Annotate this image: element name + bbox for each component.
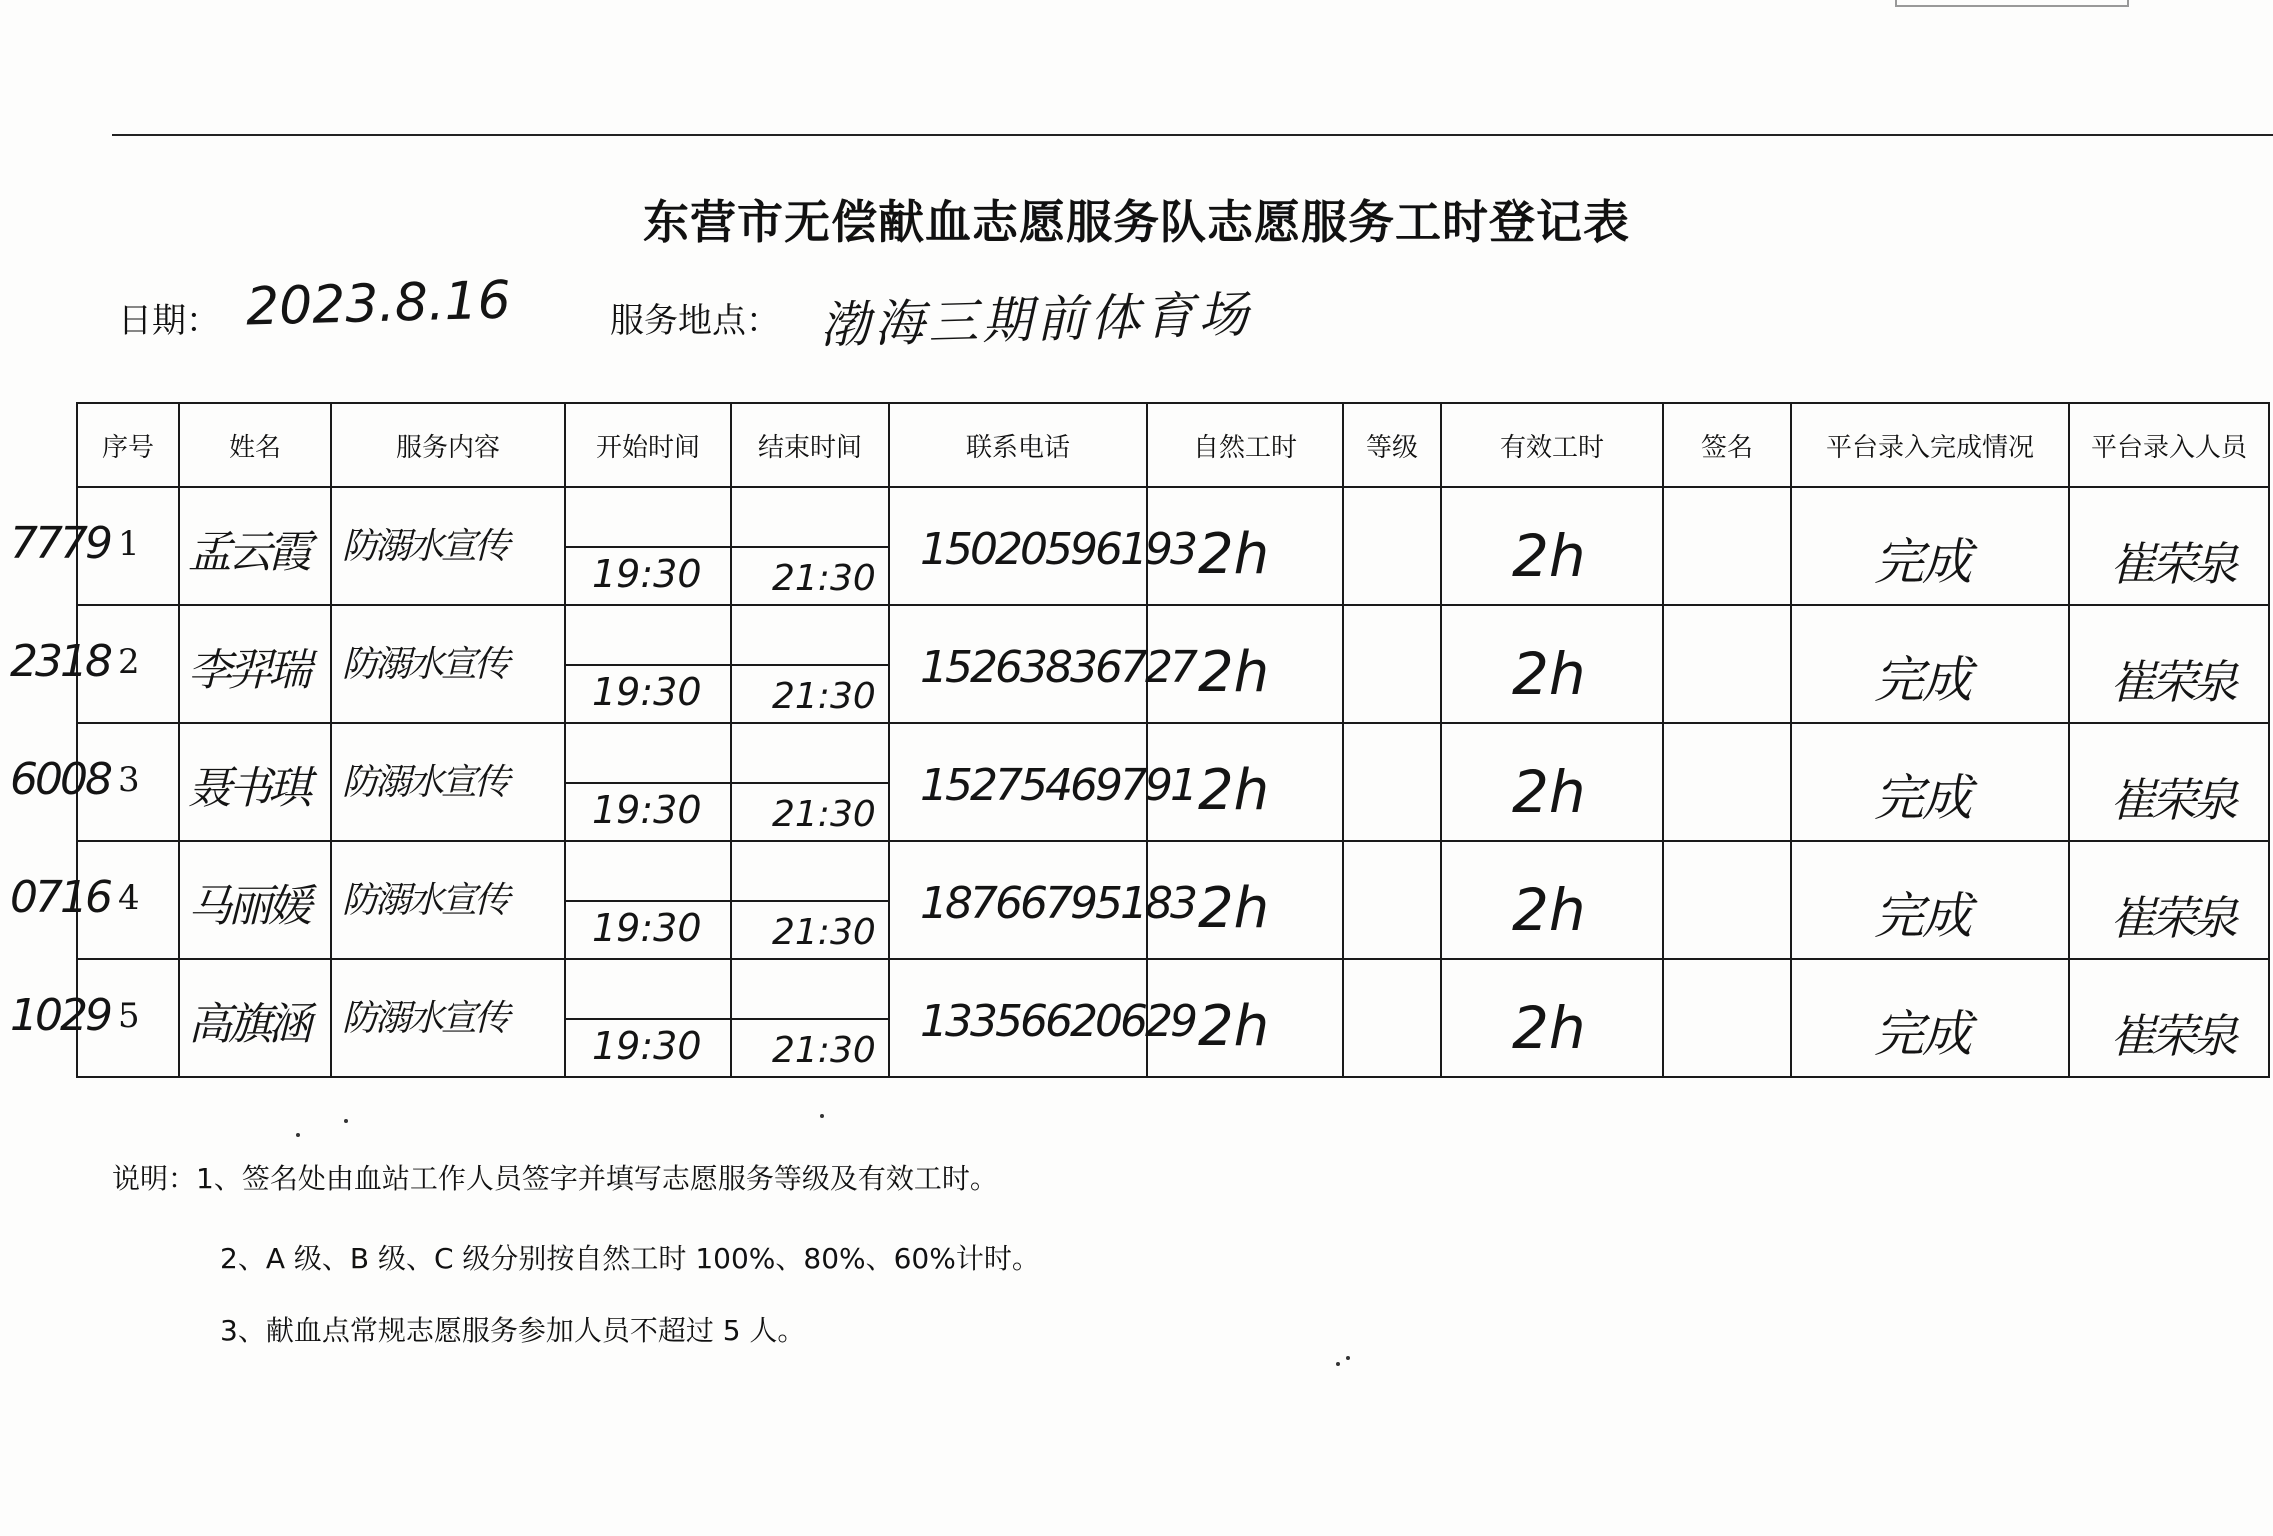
entry-staff-cell bbox=[2069, 605, 2269, 723]
end-value: 21:30 bbox=[772, 912, 876, 953]
content-cell bbox=[331, 841, 565, 959]
end-cell bbox=[731, 605, 889, 723]
name-value: 李羿瑞 bbox=[188, 645, 308, 696]
seq-value: 4 bbox=[118, 878, 140, 918]
location-value: 渤海三期前体育场 bbox=[819, 285, 1253, 355]
start-cell bbox=[565, 487, 731, 605]
side-note: 6008 bbox=[10, 754, 110, 805]
level-cell bbox=[1343, 487, 1441, 605]
effective-hours-value: 2h bbox=[1512, 522, 1586, 590]
seq-cell bbox=[10, 605, 179, 723]
entry-staff-cell bbox=[2069, 959, 2269, 1077]
table-row bbox=[77, 487, 2269, 605]
signature-cell bbox=[1663, 605, 1791, 723]
seq-value: 1 bbox=[118, 524, 140, 564]
start-value: 19:30 bbox=[592, 670, 702, 714]
content-cell bbox=[331, 723, 565, 841]
effective-hours-cell bbox=[1441, 605, 1663, 723]
signature-cell bbox=[1663, 723, 1791, 841]
entry-status-cell bbox=[1791, 487, 2069, 605]
content-cell bbox=[331, 487, 565, 605]
table-header-row bbox=[77, 403, 2269, 487]
effective-hours-cell bbox=[1441, 959, 1663, 1077]
end-value: 21:30 bbox=[772, 1030, 876, 1071]
header-entry-staff: 平台录入人员 bbox=[2069, 403, 2269, 487]
entry-status-value: 完成 bbox=[1874, 769, 1970, 827]
phone-value: 13356620629 bbox=[920, 996, 1195, 1047]
date-label: 日期： bbox=[118, 301, 220, 341]
signature-cell bbox=[1663, 841, 1791, 959]
natural-hours-cell bbox=[1147, 487, 1343, 605]
end-value: 21:30 bbox=[772, 794, 876, 835]
phone-value: 15263836727 bbox=[920, 642, 1195, 693]
seq-cell bbox=[10, 723, 179, 841]
phone-cell bbox=[889, 487, 1195, 605]
name-value: 高旗涵 bbox=[188, 999, 308, 1050]
name-value: 孟云霞 bbox=[188, 527, 308, 578]
paper-speck bbox=[296, 1133, 300, 1137]
natural-hours-cell bbox=[1147, 605, 1343, 723]
signature-cell bbox=[1663, 959, 1791, 1077]
header-end: 结束时间 bbox=[731, 403, 889, 487]
natural-hours-value: 2h bbox=[1198, 522, 1270, 587]
seq-value: 5 bbox=[118, 996, 140, 1036]
effective-hours-value: 2h bbox=[1512, 876, 1586, 944]
start-value: 19:30 bbox=[592, 788, 702, 832]
corner-mark bbox=[1895, 0, 2129, 7]
start-cell bbox=[565, 959, 731, 1077]
entry-staff-cell bbox=[2069, 487, 2269, 605]
name-cell bbox=[179, 487, 331, 605]
header-entry-status: 平台录入完成情况 bbox=[1791, 403, 2069, 487]
table-row bbox=[77, 841, 2269, 959]
paper-speck bbox=[820, 1114, 824, 1118]
phone-value: 15020596193 bbox=[920, 524, 1195, 575]
name-value: 聂书琪 bbox=[188, 763, 308, 814]
header-name: 姓名 bbox=[179, 403, 331, 487]
header-phone: 联系电话 bbox=[889, 403, 1147, 487]
end-cell bbox=[731, 723, 889, 841]
table-row bbox=[77, 605, 2269, 723]
hours-table bbox=[10, 402, 2270, 1078]
table-row bbox=[77, 959, 2269, 1077]
name-cell bbox=[179, 605, 331, 723]
phone-cell bbox=[889, 723, 1195, 841]
natural-hours-cell bbox=[1147, 841, 1343, 959]
content-value: 防溺水宣传 bbox=[342, 644, 508, 685]
date-value: 2023.8.16 bbox=[245, 270, 512, 338]
side-note: 2318 bbox=[10, 636, 110, 687]
header-content: 服务内容 bbox=[331, 403, 565, 487]
start-cell bbox=[565, 841, 731, 959]
side-note: 0716 bbox=[10, 872, 110, 923]
phone-cell bbox=[889, 841, 1195, 959]
side-note: 7779 bbox=[10, 518, 110, 569]
natural-hours-cell bbox=[1147, 723, 1343, 841]
phone-cell bbox=[889, 605, 1195, 723]
location-label: 服务地点： bbox=[610, 301, 780, 341]
content-cell bbox=[331, 605, 565, 723]
effective-hours-cell bbox=[1441, 841, 1663, 959]
name-value: 马丽媛 bbox=[188, 881, 308, 932]
effective-hours-value: 2h bbox=[1512, 994, 1586, 1062]
form-title: 东营市无偿献血志愿服务队志愿服务工时登记表 bbox=[643, 195, 1630, 249]
seq-cell bbox=[10, 487, 179, 605]
entry-status-cell bbox=[1791, 841, 2069, 959]
table-row bbox=[77, 723, 2269, 841]
entry-status-value: 完成 bbox=[1874, 651, 1970, 709]
entry-status-cell bbox=[1791, 723, 2069, 841]
phone-value: 18766795183 bbox=[920, 878, 1195, 929]
paper-speck bbox=[344, 1119, 348, 1123]
natural-hours-value: 2h bbox=[1198, 640, 1270, 705]
entry-staff-cell bbox=[2069, 723, 2269, 841]
entry-staff-value: 崔荣泉 bbox=[2110, 773, 2233, 827]
paper-speck bbox=[1346, 1356, 1350, 1360]
effective-hours-cell bbox=[1441, 487, 1663, 605]
entry-staff-value: 崔荣泉 bbox=[2110, 1009, 2233, 1063]
level-cell bbox=[1343, 959, 1441, 1077]
seq-cell bbox=[10, 959, 179, 1077]
top-divider bbox=[112, 134, 2273, 136]
header-seq: 序号 bbox=[77, 403, 179, 487]
natural-hours-value: 2h bbox=[1198, 758, 1270, 823]
end-cell bbox=[731, 841, 889, 959]
natural-hours-value: 2h bbox=[1198, 876, 1270, 941]
level-cell bbox=[1343, 605, 1441, 723]
note-line-2: 2、A 级、B 级、C 级分别按自然工时 100%、80%、60%计时。 bbox=[220, 1242, 1040, 1275]
phone-cell bbox=[889, 959, 1195, 1077]
note-line-1: 说明：1、签名处由血站工作人员签字并填写志愿服务等级及有效工时。 bbox=[112, 1162, 998, 1195]
start-value: 19:30 bbox=[592, 1024, 702, 1068]
end-cell bbox=[731, 487, 889, 605]
entry-staff-value: 崔荣泉 bbox=[2110, 655, 2233, 709]
end-cell bbox=[731, 959, 889, 1077]
header-natural-hours: 自然工时 bbox=[1147, 403, 1343, 487]
note-line-3: 3、献血点常规志愿服务参加人员不超过 5 人。 bbox=[220, 1314, 806, 1347]
end-value: 21:30 bbox=[772, 676, 876, 717]
header-effective-hours: 有效工时 bbox=[1441, 403, 1663, 487]
entry-status-value: 完成 bbox=[1874, 533, 1970, 591]
seq-cell bbox=[10, 841, 179, 959]
phone-value: 15275469791 bbox=[920, 760, 1195, 811]
entry-status-value: 完成 bbox=[1874, 1005, 1970, 1063]
content-cell bbox=[331, 959, 565, 1077]
entry-status-value: 完成 bbox=[1874, 887, 1970, 945]
seq-value: 2 bbox=[118, 642, 140, 682]
natural-hours-value: 2h bbox=[1198, 994, 1270, 1059]
start-cell bbox=[565, 605, 731, 723]
entry-status-cell bbox=[1791, 959, 2069, 1077]
content-value: 防溺水宣传 bbox=[342, 998, 508, 1039]
effective-hours-cell bbox=[1441, 723, 1663, 841]
seq-value: 3 bbox=[118, 760, 140, 800]
start-value: 19:30 bbox=[592, 906, 702, 950]
side-note: 1029 bbox=[10, 990, 110, 1041]
paper-speck bbox=[1336, 1362, 1340, 1366]
content-value: 防溺水宣传 bbox=[342, 880, 508, 921]
entry-staff-value: 崔荣泉 bbox=[2110, 891, 2233, 945]
name-cell bbox=[179, 841, 331, 959]
header-level: 等级 bbox=[1343, 403, 1441, 487]
effective-hours-value: 2h bbox=[1512, 640, 1586, 708]
header-signature: 签名 bbox=[1663, 403, 1791, 487]
signature-cell bbox=[1663, 487, 1791, 605]
content-value: 防溺水宣传 bbox=[342, 762, 508, 803]
start-value: 19:30 bbox=[592, 552, 702, 596]
name-cell bbox=[179, 723, 331, 841]
header-start: 开始时间 bbox=[565, 403, 731, 487]
start-cell bbox=[565, 723, 731, 841]
content-value: 防溺水宣传 bbox=[342, 526, 508, 567]
effective-hours-value: 2h bbox=[1512, 758, 1586, 826]
entry-staff-value: 崔荣泉 bbox=[2110, 537, 2233, 591]
end-value: 21:30 bbox=[772, 558, 876, 599]
entry-status-cell bbox=[1791, 605, 2069, 723]
level-cell bbox=[1343, 841, 1441, 959]
entry-staff-cell bbox=[2069, 841, 2269, 959]
natural-hours-cell bbox=[1147, 959, 1343, 1077]
level-cell bbox=[1343, 723, 1441, 841]
name-cell bbox=[179, 959, 331, 1077]
